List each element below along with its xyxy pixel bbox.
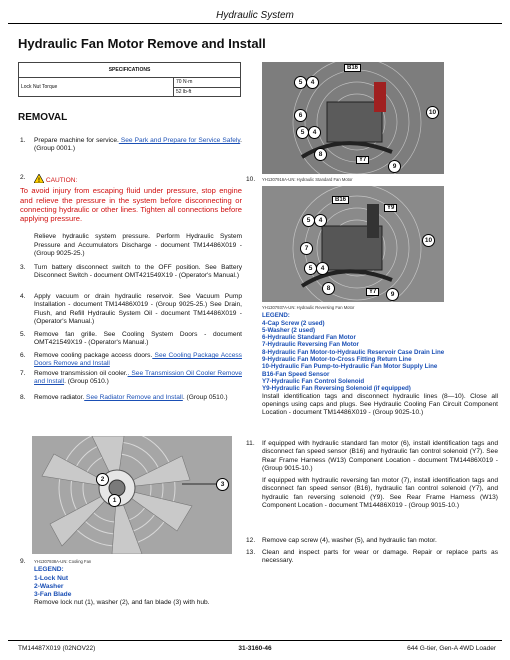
legend-item: 4-Cap Screw (2 used) [262,319,325,327]
spec-value-nm: 70 N·m [174,78,241,88]
callout-2: 2 [96,473,109,486]
callout-8: 8 [322,282,335,295]
legend-item: 3-Fan Blade [34,591,72,599]
callout-7: 7 [300,242,313,255]
spec-heading: SPECIFICATIONS [19,63,241,78]
removal-heading: REMOVAL [18,112,68,123]
header-rule [8,23,502,24]
legend-item: 5-Washer (2 used) [262,326,316,334]
legend-item: 1-Lock Nut [34,574,69,582]
step-3-text: Turn battery disconnect switch to the OFF position. See Battery Disconnect Switch - document OMT421549X19 - (Operator's Manual.) [34,264,242,280]
step-12-text: Remove cap screw (4), washer (5), and hydraulic fan motor. [262,537,437,544]
step-9 [20,558,250,608]
callout-4: 4 [314,214,327,227]
step-11-text-2: If equipped with hydraulic reversing fan motor (7), install identification tags and disconnect fan speed sensor (B16), hydraulic fan control solenoid (Y7), and hydraulic fan reversing solenoid (Y9). See Rear Frame Harness (W13) Component Location - document TM14486X019 - (Group 9015-10.) [262,477,498,510]
step-11 [246,440,498,510]
cooling-fan-photo [32,436,232,554]
step-10-text: Install identification tags and disconnect hydraulic lines (8—10). Close all openings using caps and plugs. See Hydraulic Cooling Fan Circuit Component Location - document TM14486X019 - (Group 9025-10.) [262,392,498,417]
step-7-text: Remove transmission oil cooler. [34,370,128,377]
step-3-num: 3. [20,264,26,271]
step-6-num: 6. [20,352,26,359]
legend-item: 7-Hydraulic Reversing Fan Motor [262,341,359,349]
link-trans-oil-cooler[interactable]: . See Transmission Oil Cooler Remove and Install [34,370,242,386]
legend-item: B16-Fan Speed Sensor [262,370,330,378]
step-11-num: 11. [246,440,255,447]
legend-item: 10-Hydraulic Fan Pump-to-Hydraulic Fan Motor Supply Line [262,363,438,371]
step-13-text: Clean and inspect parts for wear or damage. Repair or replace parts as necessary. [262,549,498,565]
caution-label: CAUTION: [45,177,78,184]
callout-8: 8 [314,148,327,161]
specifications-table [18,62,241,97]
page-title: Hydraulic Fan Motor Remove and Install [18,36,266,51]
legend-title: LEGEND: [34,566,64,574]
reversing-fan-motor-image [262,186,444,302]
svg-text:!: ! [38,178,40,183]
legend-item: 9-Hydraulic Fan Motor-to-Cross Fitting Return Line [262,356,412,364]
step-6 [20,352,242,369]
step-5 [20,331,242,348]
step-1 [20,137,242,154]
step-2-num: 2. [20,174,26,181]
callout-4: 4 [308,126,321,139]
step-12-num: 12. [246,537,256,544]
caution-text: To avoid injury from escaping fluid under pressure, stop engine and relieve the pressure in the system before disconnecting or connecting hydraulic or other lines. Tighten all connections before applying pressure. [20,186,242,224]
step-10-legend [262,312,498,392]
callout-9: 9 [386,288,399,301]
label-y9: Y9 [384,204,397,212]
callout-5: 5 [302,214,315,227]
spec-label: Lock Nut Torque [19,78,174,97]
step-8 [20,394,242,402]
callout-4: 4 [306,76,319,89]
step-5-text: Remove fan grille. See Cooling System Doors - document OMT421549X19 - (Operator's Manual.) [34,331,242,347]
legend-item: 8-Hydraulic Fan Motor-to-Hydraulic Reservoir Case Drain Line [262,348,445,356]
callout-5: 5 [296,126,309,139]
step-7-tail: . (Group 0510.) [64,378,109,386]
callout-5: 5 [294,76,307,89]
step-10-fig1 [246,176,486,184]
callout-10: 10 [422,234,435,247]
link-cooling-doors[interactable]: See Cooling Package Access Doors Remove and Install [34,352,242,368]
callout-9: 9 [388,160,401,173]
warning-triangle-icon [34,174,44,183]
label-y7: Y7 [366,288,379,296]
step-13 [246,549,498,566]
step-1-num: 1. [20,137,26,144]
fig-reversing-fan-id: YH1307937A-UN: Hydraulic Reversing Fan Motor [262,305,355,310]
callout-4: 4 [316,262,329,275]
standard-fan-motor-photo [262,62,444,174]
step-3 [20,264,242,281]
label-b16: B16 [332,196,349,204]
header-section-title: Hydraulic System [216,10,294,21]
step-7 [20,370,242,387]
fig-standard-fan-id: YH1307916A-UN: Hydraulic Standard Fan Motor [262,177,353,182]
legend-item: 2-Washer [34,582,64,590]
step-9-legend [34,566,250,599]
step-9-num: 9. [20,558,26,565]
reversing-fan-motor-photo [262,186,444,302]
step-2 [20,174,242,258]
step-5-num: 5. [20,331,26,338]
link-radiator[interactable]: See Radiator Remove and Install [84,394,183,401]
fig-cooling-fan-id: YH1307938A-UN: Cooling Fan [34,559,92,564]
callout-1: 1 [108,494,121,507]
step-6-text: Remove cooling package access doors. [34,352,153,359]
legend-title: LEGEND: [262,312,290,320]
step-8-text: Remove radiator. [34,394,85,401]
legend-item: Y7-Hydraulic Fan Control Solenoid [262,377,365,385]
step-12 [246,537,498,545]
standard-fan-motor-image [262,62,444,174]
callout-6: 6 [294,109,307,122]
spec-value-lbft: 52 lb-ft [174,87,241,97]
footer-rule [8,640,502,641]
step-11-text: If equipped with hydraulic standard fan motor (6), install identification tags and disconnect fan speed sensor (B16) and hydraulic fan control solenoid (Y7). See Rear Frame Harness (W13) Component Location - document TM14486X019 - (Group 9015-10.) [262,440,498,472]
legend-item: 6-Hydraulic Standard Fan Motor [262,334,356,342]
link-park-prepare[interactable]: See Park and Prepare for Service Safely [118,137,241,144]
footer-page-number: 31-3160-46 [238,645,272,652]
callout-3: 3 [216,478,229,491]
step-13-num: 13. [246,549,256,556]
step-8-tail: . (Group 0510.) [182,394,228,401]
label-b16: B16 [344,64,361,72]
step-10-num: 10. [246,176,256,183]
label-y7: Y7 [356,156,369,164]
step-7-num: 7. [20,370,26,377]
step-1-text: Prepare machine for service. [34,137,119,144]
step-4-text: Apply vacuum or drain hydraulic reservoir. See Vacuum Pump Installation - document TM14486X019 - (Group 9025-25.) See Drain, Flush, and Refill Hydraulic System Oil - document TM14486X019 - (Operator's Manual.) [34,293,242,325]
step-9-text: Remove lock nut (1), washer (2), and fan blade (3) with hub. [34,599,210,607]
legend-item: Y9-Hydraulic Fan Reversing Solenoid (if equipped) [262,385,411,393]
step-10-legend-block [262,304,498,417]
step-4 [20,293,242,326]
footer-doc-id: TM14487X019 (02NOV22) [18,645,96,652]
step-1-tail: . (Group 0001.) [34,137,242,153]
step-8-num: 8. [20,394,26,401]
cooling-fan-image [32,436,232,554]
step-2-relieve-text: Relieve hydraulic system pressure. Perform Hydraulic System Pressure and Accumulators Discharge - document TM14486X019 - (Group 9025-25.) [34,233,242,258]
footer-model: 644 G-tier, Gen-A 4WD Loader [407,645,496,652]
callout-5: 5 [304,262,317,275]
callout-10: 10 [426,106,439,119]
step-4-num: 4. [20,293,26,300]
